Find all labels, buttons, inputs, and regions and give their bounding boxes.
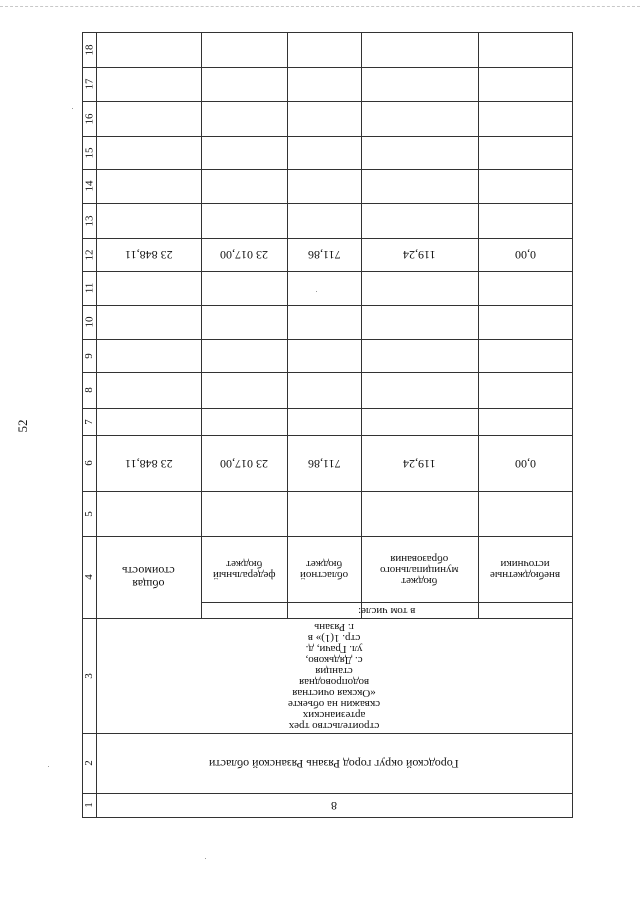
value-col6-extrabudget: 0,00 — [514, 456, 536, 471]
funding-label-federal: федеральный бюджет — [212, 558, 276, 581]
column-boundary — [82, 67, 573, 68]
column-number: 5 — [83, 510, 95, 517]
funding-label-extrabudget: внебюджетные источники — [489, 558, 561, 581]
funding-row-boundary — [287, 32, 288, 619]
value-col12-extrabudget: 0,00 — [514, 248, 536, 262]
column-number: 12 — [83, 249, 95, 260]
scan-speck — [72, 108, 73, 109]
table-border-bottom — [82, 817, 573, 818]
row-index-cell — [96, 793, 572, 817]
scan-speck — [316, 291, 317, 292]
value-col12-federal: 23 017,00 — [220, 248, 268, 262]
value-col6-federal: 23 017,00 — [220, 456, 268, 471]
value-col6-regional: 711,86 — [307, 456, 341, 471]
column-number: 18 — [83, 44, 95, 55]
column-boundary — [82, 372, 573, 373]
column-boundary — [82, 101, 573, 102]
value-col12-municipal: 119,24 — [403, 248, 436, 262]
in-total-strip-boundary — [572, 32, 573, 619]
column-boundary — [82, 339, 573, 340]
district-name: Городской округ город Рязань Рязанской области — [209, 756, 459, 771]
funding-label-municipal: бюджет муниципального образования — [380, 552, 459, 587]
column-number: 15 — [83, 147, 95, 158]
column-number: 13 — [83, 215, 95, 226]
column-number: 17 — [83, 78, 95, 90]
column-number: 2 — [83, 760, 95, 766]
column-boundary — [82, 305, 573, 306]
column-number: 3 — [83, 672, 95, 679]
row-index: 8 — [331, 798, 337, 813]
value-col6-municipal: 119,24 — [403, 456, 436, 471]
table-border-top — [82, 32, 573, 33]
in-total-label: в том числе: — [357, 604, 416, 617]
column-boundary — [82, 169, 573, 170]
value-col12-regional: 711,86 — [307, 248, 341, 262]
funding-label-total: общая стоимость — [122, 564, 175, 591]
value-col6-total: 23 848,11 — [124, 456, 173, 471]
funding-row-boundary — [478, 32, 479, 619]
column-boundary — [82, 271, 573, 272]
scan-speck — [205, 858, 206, 859]
project-cell — [96, 618, 572, 733]
column-number: 8 — [83, 387, 95, 393]
column-number: 7 — [83, 418, 95, 425]
column-boundary — [82, 136, 573, 137]
column-boundary — [82, 408, 573, 409]
project-description: строительство трех артезианских скважин на объекте «Окская очистная водопроводная станция с. Дядьково, ул. Грачи, д. стр. 1(1)» в г. Рязань — [287, 620, 381, 732]
column-boundary — [82, 203, 573, 204]
district-cell — [96, 733, 572, 793]
value-col12-total: 23 848,11 — [124, 248, 173, 262]
page-number: 52 — [15, 419, 30, 433]
column-number: 1 — [83, 802, 95, 808]
column-number: 9 — [83, 352, 95, 359]
column-number: 10 — [83, 316, 95, 328]
scan-speck — [48, 766, 49, 767]
funding-label-regional: областной бюджет — [299, 558, 349, 581]
column-number: 6 — [83, 460, 95, 466]
column-number: 14 — [83, 180, 95, 192]
funding-row-boundary — [361, 32, 362, 619]
column-number: 4 — [83, 574, 95, 580]
column-boundary — [82, 491, 573, 492]
column-number: 16 — [83, 113, 95, 124]
funding-row-boundary — [201, 32, 202, 619]
column-number: 11 — [83, 282, 95, 294]
